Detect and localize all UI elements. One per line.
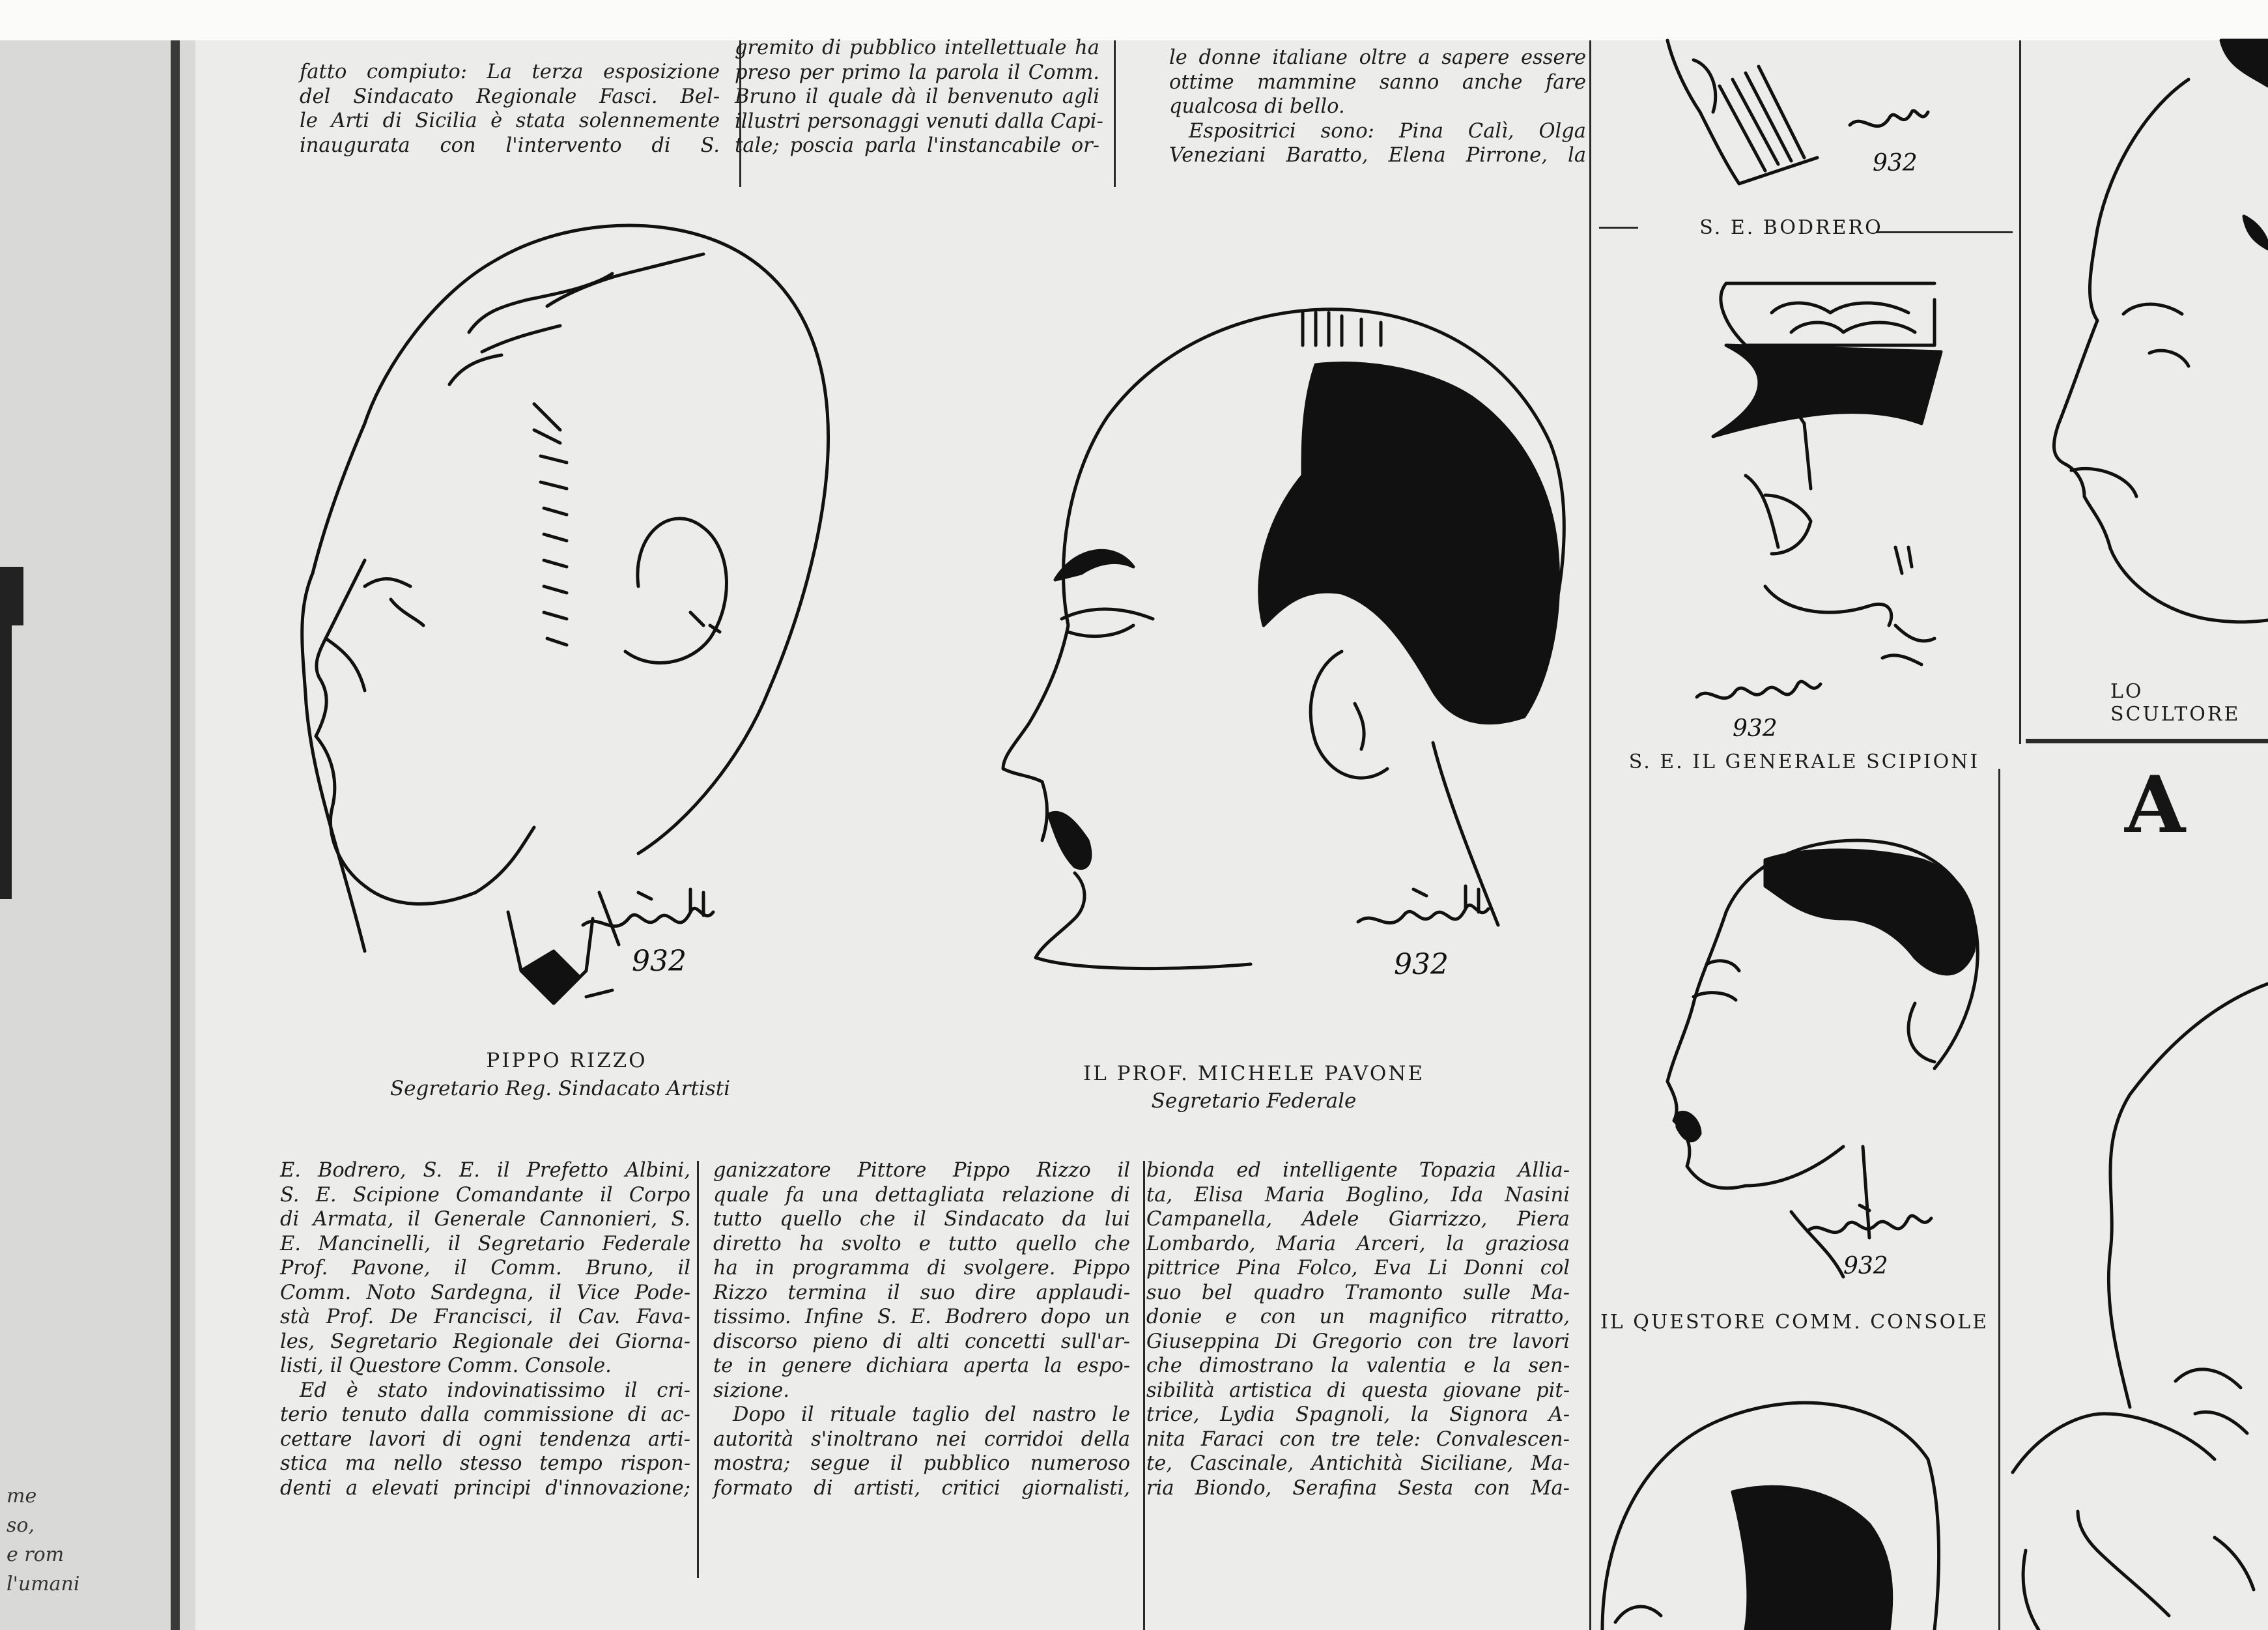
text-line: pittrice Pina Folco, Eva Li Donni col (1146, 1257, 1570, 1280)
text-line: Prof. Pavone, il Comm. Bruno, il (280, 1257, 690, 1280)
text-line: Lombardo, Maria Arceri, la graziosa (1146, 1232, 1570, 1255)
text-line: che dimostrano la valentia e la sen- (1146, 1354, 1570, 1377)
text-line: diretto ha svolto e tutto quello che (713, 1232, 1130, 1255)
text-line: sizione. (713, 1379, 789, 1402)
text-line: quale fa una dettagliata relazione di (713, 1183, 1130, 1207)
text-line: cettare lavori di ogni tendenza arti- (280, 1427, 690, 1451)
caption-michele-pavone-name: IL PROF. MICHELE PAVONE (1083, 1062, 1425, 1085)
text-line: trice, Lydia Spagnoli, la Signora A- (1146, 1403, 1570, 1426)
caption-pippo-rizzo-role: Segretario Reg. Sindacato Artisti (390, 1077, 731, 1100)
column-rule (1143, 1161, 1145, 1630)
text-line: ganizzatore Pittore Pippo Rizzo il (713, 1159, 1130, 1182)
text-line: del Sindacato Regionale Fasci. Bel- (300, 85, 720, 108)
caption-michele-pavone-role: Segretario Federale (1151, 1089, 1357, 1113)
text-line: Veneziani Baratto, Elena Pirrone, la (1169, 144, 1586, 167)
text-line: Giuseppina Di Gregorio con tre lavori (1146, 1330, 1570, 1353)
text-line: illustri personaggi venuti dalla Capi- (735, 109, 1103, 133)
text-line: mostra; segue il pubblico numeroso (713, 1452, 1130, 1475)
article-bottom-column-1 (280, 1158, 690, 1500)
text-line: denti a elevati principi d'innovazione; (280, 1476, 690, 1500)
section-rule (2026, 739, 2268, 743)
signature-year: 932 (1394, 948, 1449, 981)
article-top-column-2 (735, 36, 1103, 158)
caricature-bottom-cropped (1589, 1375, 1941, 1630)
left-strip-fragment: l'umani (7, 1573, 80, 1595)
left-page-strip (0, 40, 195, 1630)
signature-console (1798, 1199, 1948, 1296)
caption-bodrero: S. E. BODRERO (1699, 216, 1883, 239)
text-line: listi, il Questore Comm. Console. (280, 1354, 612, 1377)
text-line: bionda ed intelligente Topazia Allia- (1146, 1159, 1570, 1182)
text-line: S. E. Scipione Comandante il Corpo (280, 1183, 690, 1207)
caricature-bodrero (1654, 40, 1941, 197)
signature-year: 932 (1733, 715, 1778, 742)
article-top-column-1 (300, 60, 720, 158)
text-line: fatto compiuto: La terza esposizione (300, 61, 720, 83)
caption-scipioni: S. E. IL GENERALE SCIPIONI (1628, 751, 1980, 773)
column-rule (697, 1161, 699, 1578)
text-line: tale; poscia parla l'instancabile or- (735, 134, 1099, 157)
text-line: qualcosa di bello. (1169, 95, 1345, 118)
text-line: gremito di pubblico intellettuale ha (735, 36, 1099, 59)
text-line: ha in programma di svolgere. Pippo (713, 1257, 1130, 1280)
text-line: ria Biondo, Serafina Sesta con Ma- (1146, 1476, 1570, 1500)
text-line: discorso pieno di alti concetti sull'ar- (713, 1330, 1130, 1353)
text-line: stica ma nello stesso tempo rispon- (280, 1452, 690, 1475)
signature-year: 932 (1843, 1253, 1888, 1280)
text-line: inaugurata con l'intervento di S. (300, 134, 720, 157)
signature-year: 932 (632, 945, 687, 978)
text-line: suo bel quadro Tramonto sulle Ma- (1146, 1281, 1570, 1304)
column-rule (2019, 40, 2021, 744)
text-line: stà Prof. De Francisci, il Cav. Fava- (280, 1306, 690, 1328)
caricature-far-right-bottom (2000, 964, 2268, 1630)
caption-console: IL QUESTORE COMM. CONSOLE (1600, 1311, 1989, 1334)
text-line: Bruno il quale dà il benvenuto agli (735, 85, 1099, 108)
caricature-lo-scultore (2032, 40, 2268, 692)
text-line: Campanella, Adele Giarrizzo, Piera (1146, 1208, 1570, 1231)
article-bottom-column-2 (713, 1158, 1130, 1500)
text-line: formato di artisti, critici giornalisti, (713, 1476, 1130, 1500)
text-line: te in genere dichiara aperta la espo- (713, 1354, 1130, 1377)
text-line: ta, Elisa Maria Boglino, Ida Nasini (1146, 1183, 1570, 1207)
text-line: tissimo. Infine S. E. Bodrero dopo un (713, 1306, 1130, 1328)
caption-lo-scultore: LO SCULTORE (2110, 680, 2241, 726)
text-line: E. Mancinelli, il Segretario Federale (280, 1232, 690, 1255)
article-top-column-3 (1169, 46, 1586, 168)
signature-rizzo (573, 886, 736, 990)
caption-pippo-rizzo-name: PIPPO RIZZO (486, 1049, 647, 1072)
text-line: Espositrici sono: Pina Calì, Olga (1189, 119, 1586, 143)
left-strip-fragment: me (7, 1485, 37, 1508)
text-line: Comm. Noto Sardegna, il Vice Pode- (280, 1281, 690, 1304)
text-line: les, Segretario Regionale dei Giorna- (280, 1330, 690, 1353)
left-strip-bar (0, 625, 12, 899)
text-line: donie e con un magnifico ritratto, (1146, 1306, 1570, 1328)
headline-letter: A (2125, 759, 2186, 851)
text-line: di Armata, il Generale Cannonieri, S. (280, 1208, 690, 1231)
left-strip-mark (0, 567, 23, 625)
text-line: Rizzo termina il suo dire applaudi- (713, 1281, 1130, 1304)
text-line: nita Faraci con tre tele: Convalescen- (1146, 1427, 1570, 1451)
text-line: le Arti di Sicilia è stata solennemente (300, 109, 720, 132)
text-line: ottime mammine sanno anche fare (1169, 70, 1586, 94)
text-line: Ed è stato indovinatissimo il cri- (300, 1379, 690, 1402)
text-line: sibilità artistica di questa giovane pit- (1146, 1379, 1570, 1402)
text-line: te, Cascinale, Antichità Siciliane, Ma- (1146, 1452, 1570, 1475)
column-rule (1114, 40, 1116, 187)
text-line: tutto quello che il Sindacato da lui (713, 1208, 1130, 1231)
text-line: preso per primo la parola il Comm. (735, 61, 1099, 84)
left-strip-fragment: so, (7, 1514, 35, 1537)
signature-year: 932 (1873, 150, 1918, 177)
text-line: autorità s'inoltrano nei corridoi della (713, 1427, 1130, 1451)
text-line: terio tenuto dalla commissione di ac- (280, 1403, 690, 1426)
left-strip-fragment: e rom (7, 1543, 64, 1566)
article-bottom-column-3 (1146, 1158, 1570, 1500)
signature-scipioni (1687, 665, 1837, 762)
text-line: E. Bodrero, S. E. il Prefetto Albini, (280, 1159, 690, 1182)
text-line: Dopo il rituale taglio del nastro le (733, 1403, 1130, 1426)
fold-shadow (171, 40, 180, 1630)
caricature-pippo-rizzo (287, 195, 847, 1016)
caption-rule (1599, 227, 1638, 229)
signature-pavone (1348, 883, 1511, 987)
text-line: le donne italiane oltre a sapere essere (1169, 46, 1586, 69)
